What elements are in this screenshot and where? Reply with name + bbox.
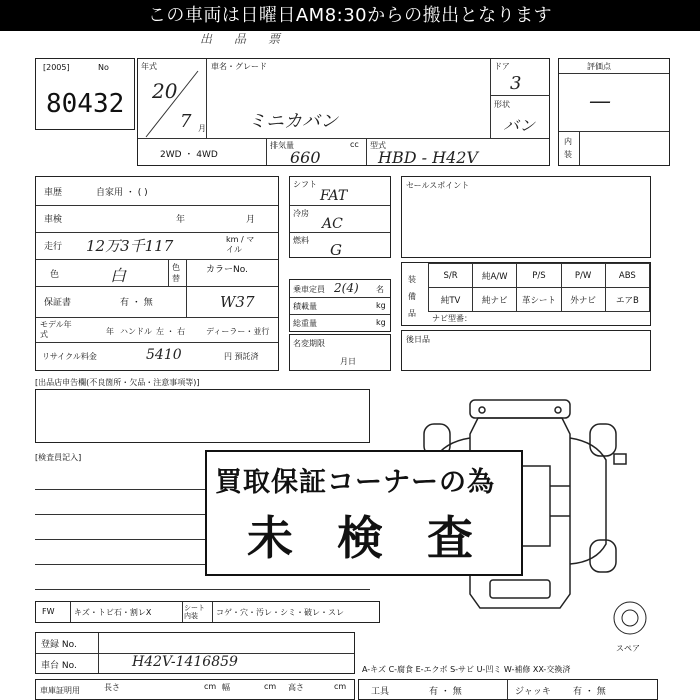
shift-label: シフト <box>293 180 317 189</box>
inspection-label: 車検 <box>44 215 63 225</box>
fw-label: FW <box>42 607 55 616</box>
score-label: 評価点 <box>587 62 611 71</box>
equipment-item: エアB <box>605 288 649 312</box>
cooler-label: 冷房 <box>293 209 309 218</box>
equipment-table <box>428 263 650 312</box>
fuel-label: 燃料 <box>293 236 309 245</box>
cert-length: 長さ <box>104 683 120 692</box>
door-label: ドア <box>494 62 510 71</box>
rear-items-box <box>401 330 651 371</box>
warranty-options: 有 ・ 無 <box>120 298 153 308</box>
color-no-label: カラーNo. <box>206 265 248 275</box>
recycle-label: リサイクル料金 <box>42 352 97 361</box>
model-year-label: モデル年式 <box>40 320 72 339</box>
seller-notes-box <box>35 389 370 443</box>
history-label: 車歴 <box>44 188 63 198</box>
score-box <box>558 58 670 166</box>
year-tag: [2005] <box>43 63 70 72</box>
header-fragment: 出品票 <box>200 32 303 46</box>
seat-label: シート内装 <box>184 604 205 620</box>
interior-label: 内装 <box>564 137 572 159</box>
equipment-item: 外ナビ <box>561 288 605 312</box>
stamp-line2: 未 検 査 <box>247 511 488 565</box>
no-label: No <box>98 63 109 72</box>
displacement-unit: cc <box>350 140 359 149</box>
total-weight-unit: kg <box>376 318 386 327</box>
vehicle-header <box>137 58 550 166</box>
equipment-item: 純ナビ <box>473 288 517 312</box>
tools-row <box>358 679 658 700</box>
equipment-item: S/R <box>429 264 473 288</box>
lot-box <box>35 58 135 130</box>
garage-cert-row <box>35 679 355 700</box>
score-value: — <box>589 89 611 114</box>
damage-legend: A-キズ C-腐食 E-エクボ S-サビ U-凹ミ W-補修 XX-交換済 <box>362 665 571 674</box>
jack-options: 有 ・ 無 <box>573 687 606 697</box>
top-banner: この車両は日曜日AM8:30からの搬出となります <box>0 0 700 31</box>
fw-row <box>35 601 380 623</box>
tools-options: 有 ・ 無 <box>429 687 462 697</box>
jack-label: ジャッキ <box>515 687 551 697</box>
spare-tire-icon <box>610 596 650 644</box>
rear-label: 後日品 <box>406 335 430 344</box>
seller-notes-label: [出品店申告欄(不良箇所・欠品・注意事項等)] <box>35 378 200 387</box>
shape-label: 形状 <box>494 100 510 109</box>
tools-label: 工具 <box>371 687 390 697</box>
load-unit: kg <box>376 301 386 310</box>
equipment-item: P/S <box>517 264 561 288</box>
displacement-label: 排気量 <box>270 141 294 150</box>
sales-point-label: セールスポイント <box>406 181 470 190</box>
history-block <box>35 176 279 371</box>
month-unit: 月 <box>198 124 206 133</box>
year-value: 20 <box>152 79 178 103</box>
navi-label: ナビ型番： <box>432 314 472 323</box>
type-value: HBD - H42V <box>378 148 478 167</box>
cert-unit-width: cm <box>264 682 277 691</box>
stamp-line1: 買取保証コーナーの為 <box>215 467 495 498</box>
deadline-block <box>289 334 391 371</box>
cert-unit-height: cm <box>334 682 347 691</box>
model-label: 車名・グレード <box>211 62 267 71</box>
load-label: 積載量 <box>293 302 317 311</box>
equipment-item: 純A/W <box>473 264 517 288</box>
shift-value: FAT <box>320 188 348 204</box>
inspection-year: 年 <box>176 215 186 225</box>
month-value: 7 <box>180 111 192 132</box>
stamp-overlay <box>205 450 523 576</box>
recycle-unit: 円 預託済 <box>224 352 259 361</box>
inspection-month: 月 <box>246 215 256 225</box>
sales-point-box <box>401 176 651 258</box>
door-value: 3 <box>510 73 522 94</box>
equipment-item: ABS <box>605 264 649 288</box>
capacity-block <box>289 279 391 332</box>
capacity-label: 乗車定員 <box>293 285 325 294</box>
year-label: 年式 <box>141 62 157 71</box>
dealer-label: ディーラー・並行 <box>206 327 270 336</box>
capacity-value: 2(4) <box>334 281 359 295</box>
model-value: ミニカバン <box>248 111 338 132</box>
equipment-item: 純TV <box>429 288 473 312</box>
cert-height: 高さ <box>288 683 304 692</box>
handle-options: 左 ・ 右 <box>156 327 186 336</box>
color-no-value: W37 <box>220 293 255 311</box>
drive-label: 2WD ・ 4WD <box>160 150 218 160</box>
fw-text: キズ・トビ石・割レX <box>74 608 152 617</box>
cert-label: 車庫証明用 <box>40 686 80 695</box>
equipment-item: 革シート <box>517 288 561 312</box>
equipment-label: 装備品 <box>408 275 416 318</box>
lot-number: 80432 <box>46 89 125 119</box>
total-weight-label: 総重量 <box>293 319 317 328</box>
shape-value: バン <box>503 116 536 135</box>
displacement-value: 660 <box>290 148 321 167</box>
type-label: 型式 <box>370 141 386 150</box>
registration-label: 登録 No. <box>41 640 77 650</box>
chassis-value: H42V-1416859 <box>132 654 238 670</box>
cert-unit-length: cm <box>204 682 217 691</box>
chassis-label: 車台 No. <box>41 661 77 671</box>
warranty-label: 保証書 <box>44 298 72 308</box>
color-change-label: 色替 <box>172 263 180 283</box>
change-deadline-unit: 月日 <box>340 357 356 366</box>
mileage-units: km / マイル <box>226 235 255 254</box>
seat-text: コゲ・穴・汚レ・シミ・破レ・スレ <box>216 608 344 617</box>
change-deadline-label: 名変期限 <box>293 339 325 348</box>
color-value: 白 <box>110 266 127 285</box>
registration-block <box>35 632 355 674</box>
fuel-value: G <box>330 241 342 259</box>
cert-width: 幅 <box>222 683 230 692</box>
spare-label: スペア <box>616 644 640 653</box>
history-value: 自家用 ・ ( ) <box>96 188 148 198</box>
mileage-value: 12万3千117 <box>86 237 174 255</box>
equipment-box <box>401 262 651 326</box>
handle-label: ハンドル <box>120 327 152 336</box>
recycle-value: 5410 <box>146 347 182 363</box>
mileage-label: 走行 <box>44 242 63 252</box>
color-label: 色 <box>50 270 60 280</box>
cooler-value: AC <box>322 216 343 232</box>
equipment-item: P/W <box>561 264 605 288</box>
model-year-unit: 年 <box>106 327 114 336</box>
inspector-label: [検査員記入] <box>35 453 82 462</box>
spec-block <box>289 176 391 258</box>
capacity-unit: 名 <box>376 285 384 294</box>
